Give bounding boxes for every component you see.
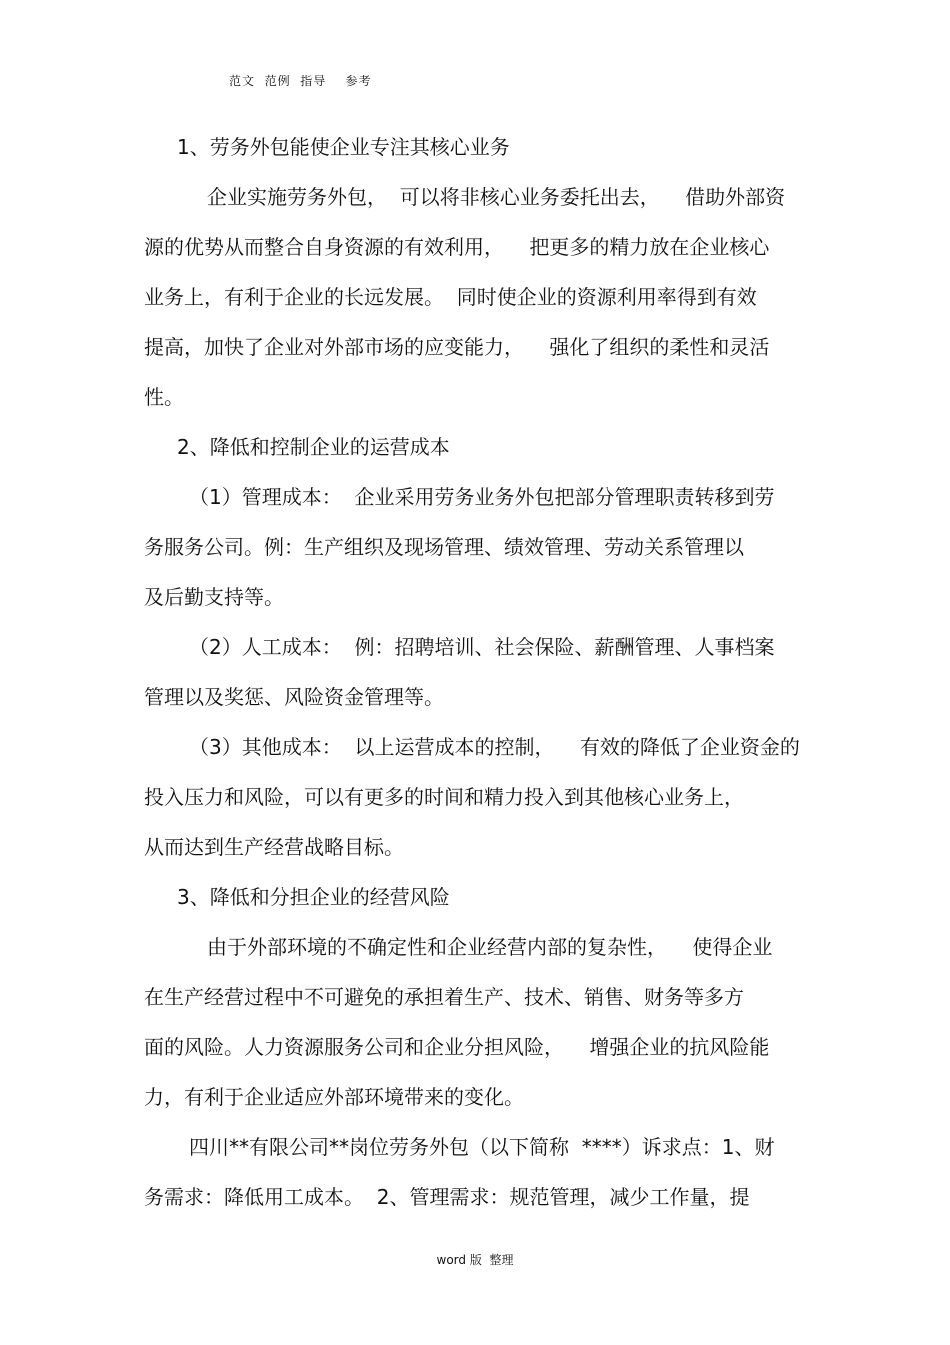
page-header: 范文 范例 指导 参考 bbox=[229, 74, 372, 88]
text-line: 由于外部环境的不确定性和企业经营内部的复杂性， 使得企业 bbox=[207, 935, 773, 959]
text-line: 务需求：降低用工成本。 2、管理需求：规范管理，减少工作量，提 bbox=[144, 1185, 750, 1209]
text-line: 投入压力和风险，可以有更多的时间和精力投入到其他核心业务上， bbox=[144, 785, 744, 809]
text-line: 四川**有限公司**岗位劳务外包（以下简称 ****）诉求点：1、财 bbox=[189, 1135, 775, 1159]
text-line: 管理以及奖惩、风险资金管理等。 bbox=[144, 685, 444, 709]
text-line: 企业实施劳务外包， 可以将非核心业务委托出去， 借助外部资 bbox=[207, 185, 786, 209]
text-line: 提高，加快了企业对外部市场的应变能力， 强化了组织的柔性和灵活 bbox=[144, 335, 770, 359]
document-body bbox=[144, 122, 814, 1222]
page-footer: word 版 整理 bbox=[436, 1253, 514, 1267]
text-line: 面的风险。人力资源服务公司和企业分担风险， 增强企业的抗风险能 bbox=[144, 1035, 770, 1059]
text-line: 源的优势从而整合自身资源的有效利用， 把更多的精力放在企业核心 bbox=[144, 235, 770, 259]
text-line: 及后勤支持等。 bbox=[144, 585, 284, 609]
text-line: 从而达到生产经营战略目标。 bbox=[144, 835, 404, 859]
text-line: （3）其他成本： 以上运营成本的控制， 有效的降低了企业资金的 bbox=[189, 735, 800, 759]
text-line: 1、劳务外包能使企业专注其核心业务 bbox=[177, 135, 510, 159]
text-line: 务服务公司。例：生产组织及现场管理、绩效管理、劳动关系管理以 bbox=[144, 535, 744, 559]
text-line: （1）管理成本： 企业采用劳务业务外包把部分管理职责转移到劳 bbox=[189, 485, 775, 509]
text-line: 在生产经营过程中不可避免的承担着生产、技术、销售、财务等多方 bbox=[144, 985, 744, 1009]
text-line: 性。 bbox=[144, 385, 184, 409]
text-line: 2、降低和控制企业的运营成本 bbox=[177, 435, 450, 459]
text-line: （2）人工成本： 例：招聘培训、社会保险、薪酬管理、人事档案 bbox=[189, 635, 775, 659]
text-line: 力，有利于企业适应外部环境带来的变化。 bbox=[144, 1085, 524, 1109]
text-line: 3、降低和分担企业的经营风险 bbox=[177, 885, 450, 909]
text-line: 业务上，有利于企业的长远发展。 同时使企业的资源利用率得到有效 bbox=[144, 285, 757, 309]
